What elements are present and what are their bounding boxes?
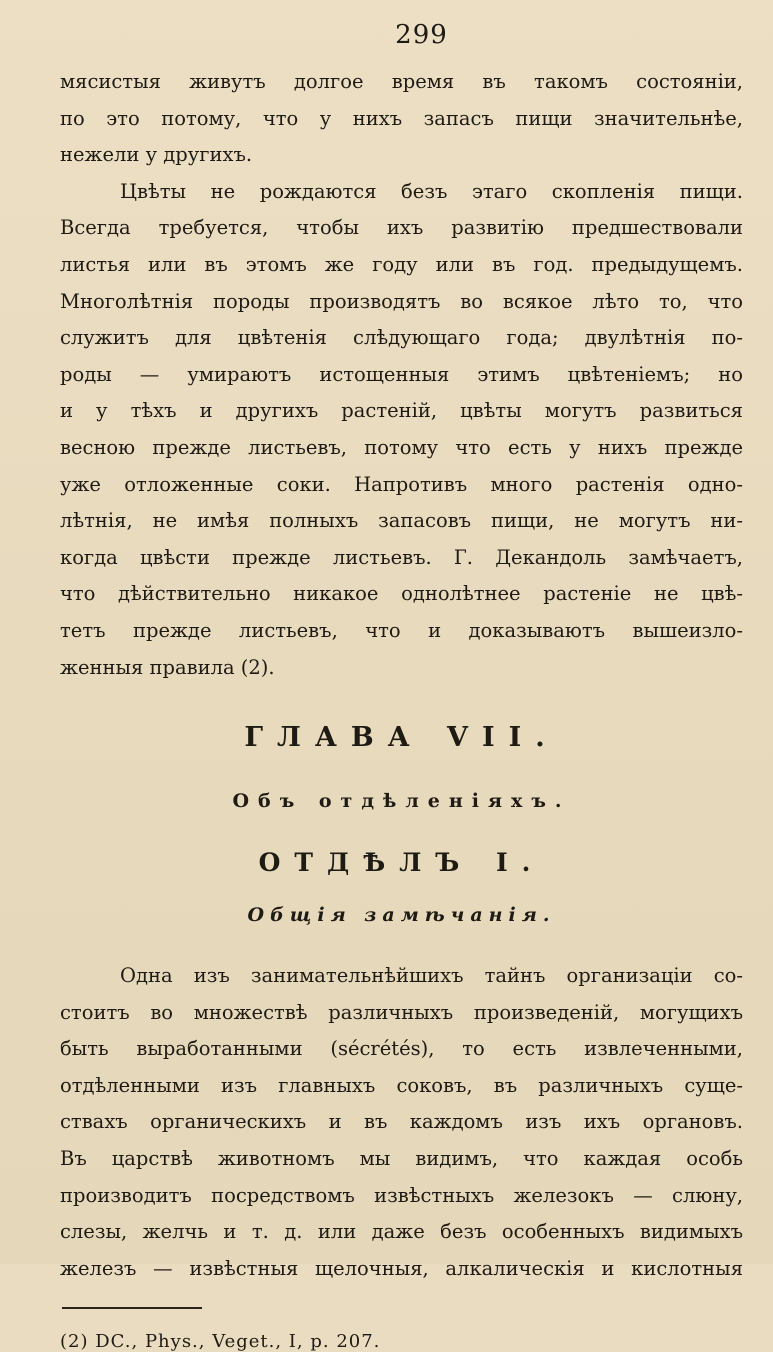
text-line: нежели у другихъ. xyxy=(60,143,253,167)
text-line: слезы, желчь и т. д. или даже безъ особенныхъ видимыхъ xyxy=(60,1220,743,1244)
text-line: служитъ для цвѣтенія слѣдующаго года; двулѣтнія по- xyxy=(60,326,743,350)
text-line: Одна изъ занимательнѣйшихъ тайнъ организаціи со- xyxy=(120,964,743,988)
section-subtitle: Общія замѣчанія. xyxy=(247,904,556,927)
text-line: Всегда требуется, чтобы ихъ развитію предшествовали xyxy=(60,216,743,240)
intro-paragraph xyxy=(60,64,743,174)
paragraph-flowers xyxy=(60,174,743,686)
text-line: уже отложенные соки. Напротивъ много растенія одно- xyxy=(60,472,743,496)
text-line: производитъ посредствомъ извѣстныхъ железокъ — слюну, xyxy=(60,1183,743,1207)
text-line: роды — умираютъ истощенныя этимъ цвѣтеніемъ; но xyxy=(60,362,743,386)
text-line: когда цвѣсти прежде листьевъ. Г. Декандоль замѣчаетъ, xyxy=(60,545,743,569)
text-line: Цвѣты не рождаются безъ этаго скопленія пищи. xyxy=(120,179,743,203)
text-line: железъ — извѣстныя щелочныя, алкалическія и кислотныя xyxy=(60,1256,743,1280)
text-line: быть выработанными (sécrétés), то есть извлеченными, xyxy=(60,1037,743,1061)
footnote: (2) DC., Phys., Veget., I, p. 207. xyxy=(60,1331,381,1352)
text-line: ствахъ органическихъ и въ каждомъ изъ ихъ органовъ. xyxy=(60,1110,743,1134)
text-line: тетъ прежде листьевъ, что и доказываютъ вышеизло- xyxy=(60,618,743,642)
paragraph-secretions xyxy=(60,958,743,1287)
text-line: стоитъ во множествѣ различныхъ произведеній, могущихъ xyxy=(60,1000,743,1024)
text-line: лѣтнія, не имѣя полныхъ запасовъ пищи, не могутъ ни- xyxy=(60,509,743,533)
text-line: по это потому, что у нихъ запасъ пищи значительнѣе, xyxy=(60,106,743,130)
text-line: Въ царствѣ животномъ мы видимъ, что каждая особь xyxy=(60,1147,743,1171)
text-line: отдѣленными изъ главныхъ соковъ, въ различныхъ суще- xyxy=(60,1073,743,1097)
chapter-subtitle: Объ отдѣленіяхъ. xyxy=(232,790,571,813)
text-line: что дѣйствительно никакое однолѣтнее растеніе не цвѣ- xyxy=(60,582,743,606)
text-line: женныя правила (2). xyxy=(60,655,275,679)
text-line: мясистыя живутъ долгое время въ такомъ состояніи, xyxy=(60,70,743,93)
text-line: Многолѣтнія породы производятъ во всякое лѣто то, что xyxy=(60,289,743,313)
section-heading: ОТДѢЛЪ I. xyxy=(258,848,545,878)
chapter-heading: ГЛАВА VII. xyxy=(244,722,559,754)
text-line: листья или въ этомъ же году или въ год. предыдущемъ. xyxy=(60,252,743,276)
footnote-divider xyxy=(62,1307,202,1309)
text-line: и у тѣхъ и другихъ растеній, цвѣты могутъ развиться xyxy=(60,399,743,423)
text-line: весною прежде листьевъ, потому что есть у нихъ прежде xyxy=(60,435,743,459)
page-number: 299 xyxy=(395,20,448,50)
